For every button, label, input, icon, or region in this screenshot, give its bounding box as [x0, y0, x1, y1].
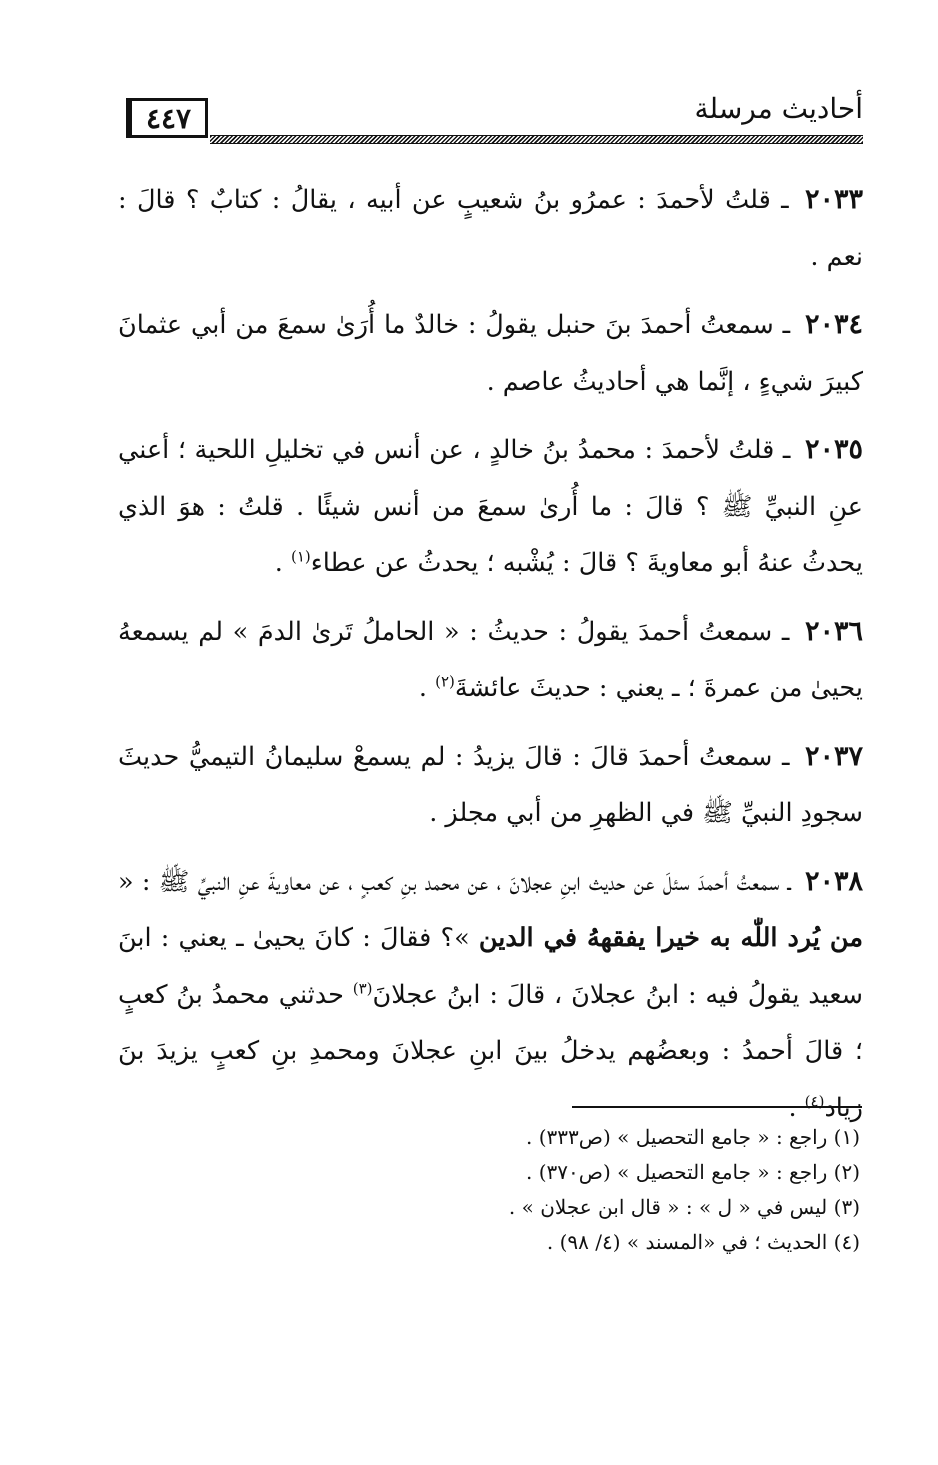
- entry-number: ٢٠٣٨: [804, 865, 863, 897]
- entry-2037: [118, 729, 863, 842]
- main-text: [118, 172, 863, 1148]
- footnote-ref: (٢): [435, 672, 455, 691]
- entry-number: ٢٠٣٣: [804, 184, 863, 215]
- header-rule: [210, 135, 863, 144]
- entry-number: ٢٠٣٦: [804, 615, 863, 647]
- entry-text: ـ سمعتُ أحمدَ يقولُ : حديثُ : « الحاملُ تَرىٰ الدمَ » لم يسمعهُ يحيىٰ من عمرةَ ؛ ـ يعني : حديثَ عائشةَ: [118, 616, 863, 703]
- entry-number: ٢٠٣٥: [804, 434, 863, 465]
- footnote-ref: (٤): [804, 1092, 825, 1110]
- footnote-4: (٤) الحديث ؛ في «المسند » (٤/ ٩٨) .: [546, 1230, 860, 1254]
- footnote-3: (٣) ليس في « ل » : « قال ابن عجلان » .: [508, 1195, 860, 1219]
- entry-tail: .: [788, 1092, 805, 1123]
- entry-2038: [118, 854, 863, 1137]
- entry-text: ـ قلتُ لأحمدَ : عمرُو بنُ شعيبٍ عن أبيه ، يقالُ : كتابٌ ؟ قالَ : نعم .: [118, 185, 863, 272]
- entry-number: ٢٠٣٧: [804, 740, 863, 772]
- entry-2033: [118, 172, 863, 285]
- entry-tail: .: [274, 548, 291, 578]
- entry-number: ٢٠٣٤: [804, 309, 863, 340]
- entry-text: ـ سمعتُ أحمدَ قالَ : قالَ يزيدُ : لم يسمعْ سليمانُ التيميُّ حديثَ سجودِ النبيِّ ﷺ في الظهرِ من أبي مجلز .: [118, 741, 863, 828]
- entry-2035: [118, 422, 863, 592]
- hadith-quote: من يُرد اللّٰه به خيرا يفقههُ في الدين: [478, 923, 863, 953]
- footnotes: [260, 1120, 860, 1260]
- page-header: [118, 92, 863, 154]
- entry-2036: [118, 604, 863, 717]
- footnote-ref: (٣): [352, 979, 373, 997]
- running-title: أحاديث مرسلة: [694, 92, 863, 125]
- entry-text: ـ قلتُ لأحمدَ : محمدُ بنُ خالدٍ ، عن أنس في تخليلِ اللحية ؛ أعني عنِ النبيِّ ﷺ ؟ قالَ : ما أُرىٰ سمعَ من أنس شيئًا . قلتُ : هوَ الذي يحدثُ عنهُ أبو معاويةَ ؟ قالَ : يُشْبه ؛ يحدثُ عن عطاء: [118, 435, 863, 578]
- page-number: ٤٤٧: [126, 98, 208, 138]
- footnote-1: (١) راجع : « جامع التحصيل » (ص٣٣٣) .: [526, 1125, 860, 1149]
- entry-tail: .: [418, 673, 436, 703]
- entry-text: ـ سمعتُ أحمدَ بنَ حنبل يقولُ : خالدٌ ما أُرَىٰ سمعَ من أبي عثمانَ كبيرَ شيءٍ ، إنَّما هي أحاديثُ عاصم .: [118, 310, 863, 397]
- footnote-separator: [572, 1106, 862, 1108]
- entry-2034: [118, 297, 863, 410]
- footnote-2: (٢) راجع : « جامع التحصيل » (ص٣٧٠) .: [526, 1160, 860, 1184]
- entry-text: حدثني محمدُ بنُ كعبٍ ؛ قالَ أحمدُ : وبعضُهم يدخلُ بينَ ابنِ عجلانَ ومحمدِ بنِ كعبٍ يزيدَ بنَ زياد: [118, 979, 863, 1123]
- entry-text: ـ سمعتُ أحمدَ سئلَ عن حديث ابنِ عجلانَ ، عن محمد بنِ كعبٍ ، عن معاويةَ عنِ النبيِّ ﷺ : «: [118, 866, 799, 897]
- entry-text: »؟ فقالَ : كانَ يحيىٰ ـ يعني : ابنَ سعيد يقولُ فيه : ابنُ عجلانَ ، قالَ : ابنُ عجلانَ: [118, 923, 863, 1010]
- footnote-ref: (١): [290, 547, 311, 566]
